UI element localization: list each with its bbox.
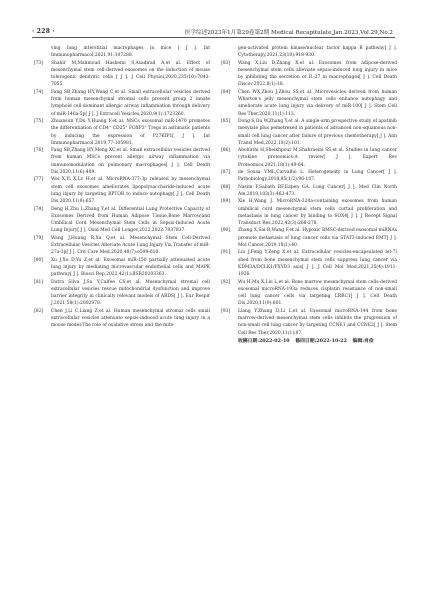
reference-number: [84] <box>221 89 231 95</box>
received-date: 收稿日期:2022-02-10 <box>238 337 290 344</box>
reference-entry <box>221 198 397 227</box>
reference-number: [91] <box>221 250 231 256</box>
left-column <box>34 45 210 330</box>
reference-entry <box>34 89 210 118</box>
reference-entry <box>221 89 397 118</box>
reference-text: Dong S,Ou W,Zhang Y,et al. A single-arm,prospective study of apatinib mesylate plus pemetrexed in patients of advanced non-squamous non-small cell lung cancer after failure of previous chemotherapy[ J ]. Ann Transl Med,2022,10(2):101. <box>238 118 397 146</box>
reference-number: [78] <box>34 206 44 212</box>
reference-number: [88] <box>221 184 231 190</box>
page-number: · 228 · <box>32 28 55 35</box>
reference-entry <box>34 176 210 205</box>
reference-entry <box>221 147 397 169</box>
reference-text: Shahir M,Mahmoud Hashemi S,Asadirad A,et al. Effect of mesenchymal stem cell-derived exosomes on the induction of mouse tolerogenic dendritic cells [ J ]. J Cell Physiol,2020,235(10):7043-7055. <box>51 60 210 88</box>
reference-number: [73] <box>34 60 44 66</box>
reference-text: Xie H,Wang J. MicroRNA-320a-containing exosomes from human umbilical cord mesenchymal stem cells curtail proliferation and metastasis in lung cancer by binding to SOX4[ J ]. J Recept Signal Transduct Res,2022,42(3):268-278. <box>238 199 397 227</box>
revised-date: 修回日期:2022-10-22 <box>295 337 347 344</box>
right-column <box>221 45 397 345</box>
reference-text: Liang Y,Zhang D,Li L,et al. Exosomal microRNA-144 from bone marrow-derived mesenchymal stem cells inhibits the progression of non-small cell lung cancer by targeting CCNE1 and CCNE2[ J ]. Stem Cell Res Ther,2020,11(1):87. <box>238 308 397 336</box>
reference-number: [93] <box>221 308 231 314</box>
reference-text: Chen J,Li C,Liang Z,et al. Human mesenchymal stromal cells small extracellular vesicles attenuate sepsis-induced acute lung injury in a mouse model:The role of oxidative stress and the mito- <box>51 308 210 329</box>
reference-text: Fang SB,Zhang HY,Meng XC,et al. Small extracellular vesicles derived from human MSCs prevent allergic airway inflammation via immunomodulation on pulmonary macrophages[ J ]. Cell Death Dis,2020,11(6):409. <box>51 148 210 176</box>
reference-text: Nasim F,Sabath BF,Eapen GA. Lung Cancer[ J ]. Med Clin North Am,2019,103(3):463-473. <box>238 184 397 197</box>
reference-number: [80] <box>34 257 44 263</box>
reference-entry <box>221 227 397 249</box>
reference-number: [85] <box>221 118 231 124</box>
reference-entry <box>221 60 397 89</box>
reference-entry <box>221 45 397 60</box>
reference-number: [74] <box>34 89 44 95</box>
reference-number: [76] <box>34 148 44 154</box>
reference-text: Wang X,Liu D,Zhang X,et al. Exosomes from adipose-derived mesenchymal stem cells alleviate sepsis-induced lung injury in mice by inhibiting the secretion of IL-27 in macrophages[ J ]. Cell Death Discov,2022,8(1):18. <box>238 60 397 88</box>
reference-entry <box>221 184 397 199</box>
header-rule <box>32 37 395 38</box>
running-head: 医学综述2023年1月第29卷第2期 Medical Recapitulate,Jan.2023,Vol.29,No.2 <box>184 30 393 36</box>
reference-text: Wang J,Huang R,Xu Q,et al. Mesenchymal Stem Cell-Derived Extracellular Vesicles Alleviate Acute Lung Injury Via Transfer of miR-27a-3p[ J ]. Crit Care Med,2020,48(7):e599-610. <box>51 235 210 256</box>
reference-entry <box>221 249 397 278</box>
reference-entry <box>34 118 210 147</box>
reference-text: Zhuansun Y,Du Y,Huang F,et al. MSCs exosomal miR-1470 promotes the differentiation of CD4⁺ CD25⁺ FOXP3⁺ Tregs in asthmatic patients by inducing the expression of P27KIP1[ J ]. Int Immunopharmacol,2019,77:105981. <box>51 118 210 146</box>
reference-text: Wu H,Mu X,Liu L,et al. Bone marrow mesenchymal stem cells-derived exosomal microRNA-193a reduces cisplatin resistance of non-small cell lung cancer cells via targeting LRRC1[ J ]. Cell Death Dis,2020,11(9):801. <box>238 279 397 307</box>
reference-entry <box>34 147 210 176</box>
reference-number: [89] <box>221 199 231 205</box>
reference-entry <box>34 308 210 330</box>
reference-number: [75] <box>34 118 44 124</box>
reference-entry <box>34 235 210 257</box>
reference-number: [79] <box>34 235 44 241</box>
reference-text: Deng H,Zhu L,Zhang Y,et al. Differential Lung Protective Capacity of Exosomes Derived from Human Adipose Tissue,Bone Marrow,and Umbilical Cord Mesenchymal Stem Cells in Sepsis-Induced Acute Lung Injury[ J ]. Oxid Med Cell Longev,2022,2022:7837837. <box>51 206 210 234</box>
reference-text: Zhang X,Sai B,Wang F,et al. Hypoxic BMSC-derived exosomal miRNAs promote metastasis of lung cancer cells via STAT3-induced EMT[ J ]. Mol Cancer,2019,18(1):40. <box>238 228 397 249</box>
reference-entry <box>221 118 397 147</box>
reference-entry <box>221 169 397 184</box>
reference-text: Fang SB,Zhang HY,Wang C,et al. Small extracellular vesicles derived from human mesenchymal stromal cells prevent group 2 innate lymphoid cell-dominant allergic airway inflammation through delivery of miR-146a-5p[ J ]. J Extracell Vesicles,2020,9(1):1723260. <box>51 89 210 117</box>
reference-entry <box>34 257 210 279</box>
editor: 编辑:肖俭 <box>352 337 374 344</box>
reference-text: de Sousa VML,Carvalho L. Heterogeneity in Lung Cancer[ J ]. Pathobiology,2018,85(1/2):96-107. <box>238 170 397 183</box>
reference-text: Liu J,Feng Y,Zeng X,et al. Extracellular vesicles-encapsulated let-7i shed from bone mesenchymal stem cells suppress lung cancer via KDM3A/DCLK1/FXYD3 axis[ J ]. J Cell Mol Med,2021,25(4):1911-1926. <box>238 250 397 278</box>
reference-text: Xu J,Xu D,Yu Z,et al. Exosomal miR-150 partially attenuated acute lung injury by mediating microvascular endothelial cells and MAPK pathway[ J ]. Biosci Rep,2022,42(1):BSR20203363. <box>51 257 210 278</box>
reference-number: [82] <box>34 308 44 314</box>
reference-entry <box>221 308 397 337</box>
reference-number: [77] <box>34 177 44 183</box>
reference-number: [86] <box>221 148 231 154</box>
reference-entry <box>34 206 210 235</box>
reference-text: Wei X,Yi X,Lv H,et al. MicroRNA-377-3p released by mesenchymal stem cell exosomes ameliorates lipopolysaccharide-induced acute lung injury by targeting RPTOR to induce autophagy[ J ]. Cell Death Dis,2020,11(8):657. <box>51 177 210 205</box>
reference-number: [81] <box>34 279 44 285</box>
reference-text: Chen WX,Zhou J,Zhou SS,et al. Microvesicles derived from human Wharton's jelly mesenchymal stem cells enhance autophagy and ameliorate acute lung injury via delivery of miR-100[ J ]. Stem Cell Res Ther,2020,11(1):113. <box>238 89 397 117</box>
reference-entry <box>34 45 210 60</box>
reference-number: [92] <box>221 279 231 285</box>
reference-text: Abolfathi H,Sheikhpour M,Shahraeini SS,et al. Studies in lung cancer cytokine proteomics:A review[ J ]. Expert Rev Proteomics,2021,18(1):49-64. <box>238 148 397 168</box>
reference-text: Dutra Silva J,Su Y,Calfee CS,et al. Mesenchymal stromal cell extracellular vesicles rescue mitochondrial dysfunction and improve barrier integrity in clinically relevant models of ARDS[ J ]. Eur Respir J,2021,58(1):2002978. <box>51 279 210 307</box>
received-dates <box>221 338 397 346</box>
reference-number: [83] <box>221 60 231 66</box>
reference-entry <box>34 279 210 308</box>
reference-entry <box>221 279 397 308</box>
reference-entry <box>34 60 210 89</box>
reference-number: [90] <box>221 228 231 234</box>
reference-text: ving lung interstitial macrophages in mice [ J ]. Int Immunopharmacol,2021,91:107288. <box>51 46 210 59</box>
reference-text: gen-activated protein kinase/nuclear factor kappa B pathway[ J ]. Cytotherapy,2021,23(10):918-930. <box>238 46 397 59</box>
reference-number: [87] <box>221 170 231 176</box>
